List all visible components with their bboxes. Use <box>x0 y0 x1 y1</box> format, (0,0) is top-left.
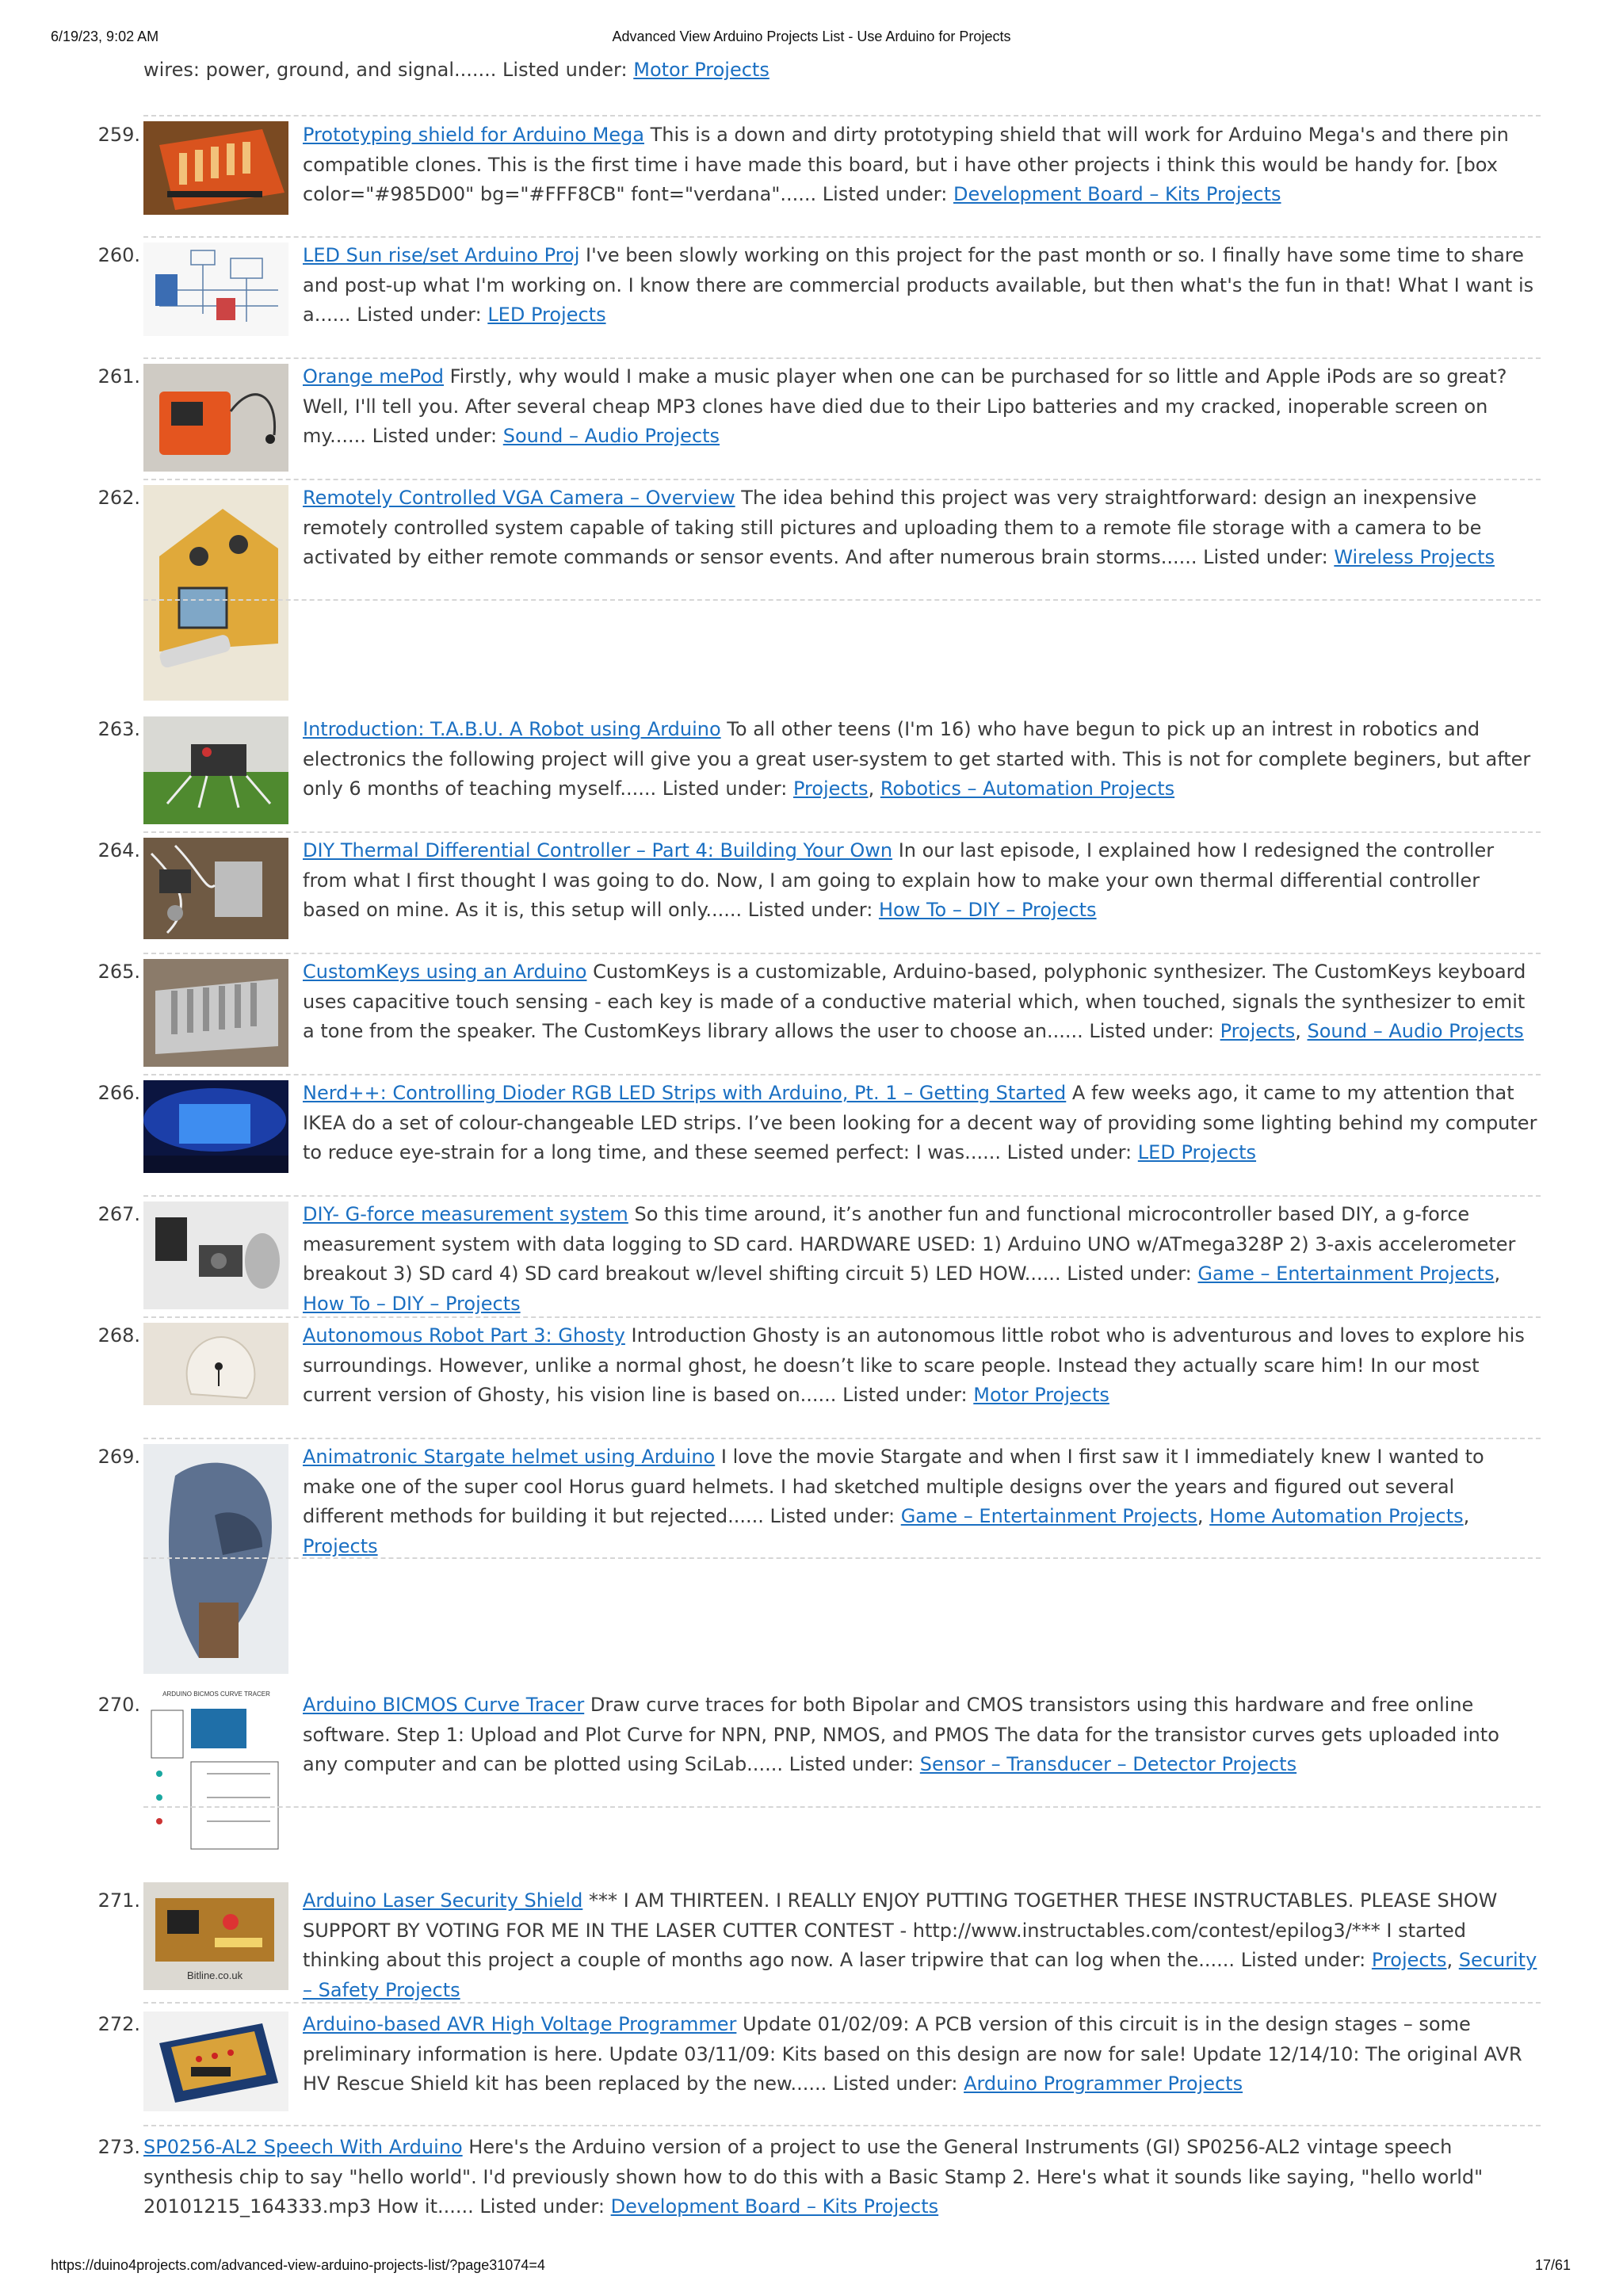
item-body <box>303 120 1539 210</box>
project-title-link[interactable]: Arduino BICMOS Curve Tracer <box>303 1694 585 1716</box>
divider <box>143 1438 1541 1439</box>
category-link[interactable]: Wireless Projects <box>1334 546 1495 568</box>
print-footer <box>0 2257 1623 2281</box>
category-link[interactable]: Projects <box>1371 1949 1447 1971</box>
item-number: 263. <box>97 718 140 740</box>
item-body: Animatronic Stargate helmet using Arduino I love the movie Stargate and when I first saw it I immediately knew I wanted to make one of the super cool Horus guard helmets. I had sketched multiple designs over the years and figured out several different methods for building it but rejected...... Listed under: Game – Entertainment Projects, Home Automation Projects, Projects <box>303 1446 1484 1557</box>
listed-under-label: Listed under: <box>1067 1263 1192 1285</box>
item-number: 261. <box>97 365 140 388</box>
listed-under-label: Listed under: <box>769 1505 896 1527</box>
divider <box>143 115 1541 117</box>
project-description: So this time around, it’s another fun and functional microcontroller based DIY, a g-force measurement system with data logging to SD card. HARDWARE USED: 1) Arduino UNO w/ATmega328P 2) 3-axis accelerometer breakout 3) SD card 4) SD card breakout w/level shifting circuit 5) LED HOW...... <box>303 1203 1516 1285</box>
project-title-link[interactable]: DIY Thermal Differential Controller – Part 4: Building Your Own <box>303 839 893 861</box>
page-title: Advanced View Arduino Projects List - Use Arduino for Projects <box>612 29 1011 44</box>
item-number: 270. <box>97 1694 140 1716</box>
project-description: Here's the Arduino version of a project to use the General Instruments (GI) SP0256-AL2 vintage speech synthesis chip to say "hello world". I'd previously shown how to do this with a Basic Stamp 2. Here's what it sounds like saying, "hello world" 20101215_164333.mp3 How it...... <box>143 2136 1484 2218</box>
project-description: A few weeks ago, it came to my attention that IKEA do a set of colour-changeable LED strips. I’ve been looking for a decent way of providing some lighting behind my computer to reduce eye-strain for a long time, and these seemed perfect: I was...... <box>303 1082 1537 1163</box>
listed-under-label: Listed under: <box>502 59 628 81</box>
divider <box>143 479 1541 480</box>
item-body <box>303 836 1539 926</box>
project-thumbnail[interactable] <box>143 716 288 824</box>
category-link[interactable]: Sound – Audio Projects <box>502 425 720 447</box>
category-link[interactable]: Sound – Audio Projects <box>1307 1020 1524 1042</box>
category-link[interactable]: Robotics – Automation Projects <box>880 777 1175 800</box>
category-link[interactable]: Projects <box>1220 1020 1296 1042</box>
item-number: 271. <box>97 1889 140 1912</box>
project-title-link[interactable]: Orange mePod <box>303 365 444 388</box>
category-link[interactable]: Sensor – Transducer – Detector Projects <box>919 1753 1297 1775</box>
listed-under-label: Listed under: <box>842 1384 968 1406</box>
category-link[interactable]: Development Board – Kits Projects <box>953 183 1281 205</box>
listed-under-label: Listed under: <box>822 183 948 205</box>
lead-text: wires: power, ground, and signal....... <box>143 59 497 81</box>
listed-under-label: Listed under: <box>789 1753 915 1775</box>
item-number: 265. <box>97 961 140 983</box>
project-title-link[interactable]: Autonomous Robot Part 3: Ghosty <box>303 1324 625 1347</box>
category-link[interactable]: LED Projects <box>1137 1141 1257 1163</box>
project-description: Update 01/02/09: A PCB version of this circuit is in the design stages – some preliminary information is here. Update 03/11/09: Kits based on this design are now for sale! Update 12/14/10: The original AVR HV Rescue Shield kit has been replaced by the new...... <box>303 2013 1522 2095</box>
item-body <box>303 1321 1539 1411</box>
item-number: 269. <box>97 1446 140 1468</box>
item-body <box>303 2010 1539 2099</box>
project-title-link[interactable]: DIY- G-force measurement system <box>303 1203 628 1225</box>
category-link[interactable]: How To – DIY – Projects <box>878 899 1097 921</box>
item-number: 260. <box>97 244 140 266</box>
thumbnail-caption: ARDUINO BICMOS CURVE TRACER <box>162 1690 270 1698</box>
divider <box>143 1557 1541 1559</box>
category-link[interactable]: Game – Entertainment Projects <box>900 1505 1197 1527</box>
project-thumbnail[interactable] <box>143 1323 288 1405</box>
item-body <box>303 241 1539 330</box>
item-number: 259. <box>97 124 140 146</box>
project-thumbnail[interactable] <box>143 838 288 939</box>
divider <box>143 357 1541 359</box>
category-link[interactable]: Projects <box>303 1534 378 1557</box>
listed-under-label: Listed under: <box>1203 546 1328 568</box>
item-body: CustomKeys using an Arduino CustomKeys is a customizable, Arduino-based, polyphonic synthesizer. The CustomKeys keyboard uses capacitive touch sensing - each key is made of a conductive material which, when touched, signals the synthesizer to emit a tone from the speaker. The CustomKeys library allows the user to choose an...... Listed under: Projects, Sound – Audio Projects <box>303 961 1526 1042</box>
project-description: In our last episode, I explained how I redesigned the controller from what I first thought I was going to do. Now, I am going to explain how to make your own thermal differential controller based on mine. As it is, this setup will only...... <box>303 839 1495 921</box>
project-title-link[interactable]: CustomKeys using an Arduino <box>303 961 587 983</box>
item-number: 272. <box>97 2013 140 2035</box>
item-number: 266. <box>97 1082 140 1104</box>
page-url: https://duino4projects.com/advanced-view-arduino-projects-list/?page31074=4 <box>51 2257 545 2273</box>
listed-under-label: Listed under: <box>1089 1020 1214 1042</box>
item-body <box>143 2133 1522 2222</box>
project-description: This is a down and dirty prototyping shield that will work for Arduino Mega's and there pin compatible clones. This is the first time i have made this board, but i have other projects i think this would be handy for. [box color="#985D00" bg="#FFF8CB" font="verdana"...... <box>303 124 1509 205</box>
listed-under-label: Listed under: <box>357 304 482 326</box>
project-thumbnail[interactable] <box>143 1080 288 1173</box>
divider <box>143 2002 1541 2004</box>
listed-under-label: Listed under: <box>1240 1949 1366 1971</box>
project-description: To all other teens (I'm 16) who have begun to pick up an intrest in robotics and electronics the following project will give you a great user-system to get started with. This is not for complete beginers, but after only 6 months of teaching myself...... <box>303 718 1531 800</box>
item-number: 264. <box>97 839 140 861</box>
item-number: 267. <box>97 1203 140 1225</box>
project-thumbnail[interactable] <box>143 959 288 1067</box>
project-title-link[interactable]: Arduino-based AVR High Voltage Programmer <box>303 2013 737 2035</box>
listed-under-label: Listed under: <box>372 425 498 447</box>
listed-under-label: Listed under: <box>662 777 788 800</box>
category-link[interactable]: Development Board – Kits Projects <box>610 2195 939 2218</box>
page-number: 17/61 <box>1534 2257 1571 2273</box>
project-thumbnail[interactable] <box>143 1882 288 1990</box>
divider <box>143 236 1541 238</box>
category-link[interactable]: Motor Projects <box>973 1384 1109 1406</box>
project-description: Firstly, why would I make a music player when one can be purchased for so little and Apple iPods are so great? Well, I'll tell you. After several cheap MP3 clones have died due to their Lipo batteries and my cracked, inoperable screen on my...... <box>303 365 1507 447</box>
divider <box>143 953 1541 954</box>
project-title-link[interactable]: Prototyping shield for Arduino Mega <box>303 124 644 146</box>
project-thumbnail[interactable] <box>143 1201 288 1309</box>
project-description: CustomKeys is a customizable, Arduino-based, polyphonic synthesizer. The CustomKeys keyboard uses capacitive touch sensing - each key is made of a conductive material which, when touched, signals the synthesizer to emit a tone from the speaker. The CustomKeys library allows the user to choose an...... <box>303 961 1526 1042</box>
listed-under-label: Listed under: <box>832 2073 958 2095</box>
project-description: I've been slowly working on this project for the past month or so. I finally have some time to share and post-up what I'm working on. I know there are commercial products available, but then what's the fun in that! What I want is a...... <box>303 244 1534 326</box>
category-link[interactable]: Arduino Programmer Projects <box>964 2073 1243 2095</box>
category-link[interactable]: Home Automation Projects <box>1209 1505 1464 1527</box>
divider <box>143 1806 1541 1808</box>
category-link[interactable]: Motor Projects <box>633 59 769 81</box>
divider <box>143 2125 1541 2126</box>
item-body <box>303 362 1539 452</box>
item-body <box>303 483 1539 573</box>
category-link[interactable]: How To – DIY – Projects <box>303 1292 521 1315</box>
divider <box>143 831 1541 833</box>
project-title-link[interactable]: Animatronic Stargate helmet using Arduino <box>303 1446 716 1468</box>
item-body: Introduction: T.A.B.U. A Robot using Arduino To all other teens (I'm 16) who have begun to pick up an intrest in robotics and electronics the following project will give you a great user-system to get started with. This is not for complete beginers, but after only 6 months of teaching myself...... Listed under: Projects, Robotics – Automation Projects <box>303 718 1531 800</box>
listed-under-label: Listed under: <box>747 899 873 921</box>
continued-entry-text <box>143 55 1538 86</box>
project-title-link[interactable]: Remotely Controlled VGA Camera – Overview <box>303 487 735 509</box>
item-body <box>303 1079 1539 1168</box>
item-body <box>303 1690 1539 1780</box>
item-body: DIY- G-force measurement system So this time around, it’s another fun and functional microcontroller based DIY, a g-force measurement system with data logging to SD card. HARDWARE USED: 1) Arduino UNO w/ATmega328P 2) 3-axis accelerometer breakout 3) SD card 4) SD card breakout w/level shifting circuit 5) LED HOW...... Listed under: Game – Entertainment Projects, How To – DIY – Projects <box>303 1203 1516 1315</box>
project-description: Introduction Ghosty is an autonomous little robot who is adventurous and loves to explore his surroundings. However, unlike a normal ghost, he doesn’t like to scare people. Instead they actually scare him! In our most current version of Ghosty, his vision line is based on...... <box>303 1324 1525 1406</box>
listed-under-label: Listed under: <box>1006 1141 1132 1163</box>
project-title-link[interactable]: Nerd++: Controlling Dioder RGB LED Strips with Arduino, Pt. 1 – Getting Started <box>303 1082 1067 1104</box>
project-description: Draw curve traces for both Bipolar and CMOS transistors using this hardware and free online software. Step 1: Upload and Plot Curve for NPN, PNP, NMOS, and PMOS The data for the transistor curves gets uploaded into any computer and can be plotted using SciLab...... <box>303 1694 1499 1775</box>
project-title-link[interactable]: Arduino Laser Security Shield <box>303 1889 583 1912</box>
print-datetime: 6/19/23, 9:02 AM <box>51 29 159 44</box>
project-title-link[interactable]: LED Sun rise/set Arduino Proj <box>303 244 580 266</box>
divider <box>143 1195 1541 1197</box>
category-link[interactable]: Security – Safety Projects <box>303 1949 1537 2001</box>
project-thumbnail[interactable] <box>143 485 288 701</box>
project-title-link[interactable]: Introduction: T.A.B.U. A Robot using Arduino <box>303 718 721 740</box>
project-description: The idea behind this project was very straightforward: design an inexpensive remotely controlled system capable of taking still pictures and uploading them to a remote file storage with a camera to be activated by either remote commands or sensor events. And after numerous brain storms...... <box>303 487 1482 568</box>
listed-under-label: Listed under: <box>479 2195 605 2218</box>
project-title-link[interactable]: SP0256-AL2 Speech With Arduino <box>143 2136 463 2158</box>
item-number: 273. <box>97 2136 140 2158</box>
project-thumbnail[interactable] <box>143 2011 288 2111</box>
project-thumbnail[interactable] <box>143 243 288 336</box>
divider <box>143 599 1541 601</box>
item-number: 268. <box>97 1324 140 1347</box>
divider <box>143 1316 1541 1318</box>
category-link[interactable]: LED Projects <box>487 304 606 326</box>
project-description: I love the movie Stargate and when I first saw it I immediately knew I wanted to make one of the super cool Horus guard helmets. I had sketched multiple designs over the years and figured out several different methods for building it but rejected...... <box>303 1446 1484 1527</box>
divider <box>143 1074 1541 1075</box>
project-thumbnail[interactable] <box>143 1687 288 1866</box>
project-description: *** I AM THIRTEEN. I REALLY ENJOY PUTTING TOGETHER THESE INSTRUCTABLES. PLEASE SHOW SUPPORT BY VOTING FOR ME IN THE LASER CUTTER CONTEST - http://www.instructables.com/contest/epilog3/*** I started thinking about this project a couple of months ago now. A laser tripwire that can log when the...... <box>303 1889 1498 1971</box>
item-number: 262. <box>97 487 140 509</box>
project-thumbnail[interactable] <box>143 1444 288 1674</box>
thumbnail-caption: Bitline.co.uk <box>187 1969 243 1981</box>
print-header <box>0 29 1623 52</box>
category-link[interactable]: Game – Entertainment Projects <box>1197 1263 1495 1285</box>
project-thumbnail[interactable] <box>143 121 288 215</box>
item-body: Arduino Laser Security Shield *** I AM THIRTEEN. I REALLY ENJOY PUTTING TOGETHER THESE INSTRUCTABLES. PLEASE SHOW SUPPORT BY VOTING FOR ME IN THE LASER CUTTER CONTEST - http://www.instructables.com/contest/epilog3/*** I started thinking about this project a couple of months ago now. A laser tripwire that can log when the...... Listed under: Projects, Security – Safety Projects <box>303 1889 1537 2001</box>
project-thumbnail[interactable] <box>143 364 288 472</box>
category-link[interactable]: Projects <box>792 777 869 800</box>
